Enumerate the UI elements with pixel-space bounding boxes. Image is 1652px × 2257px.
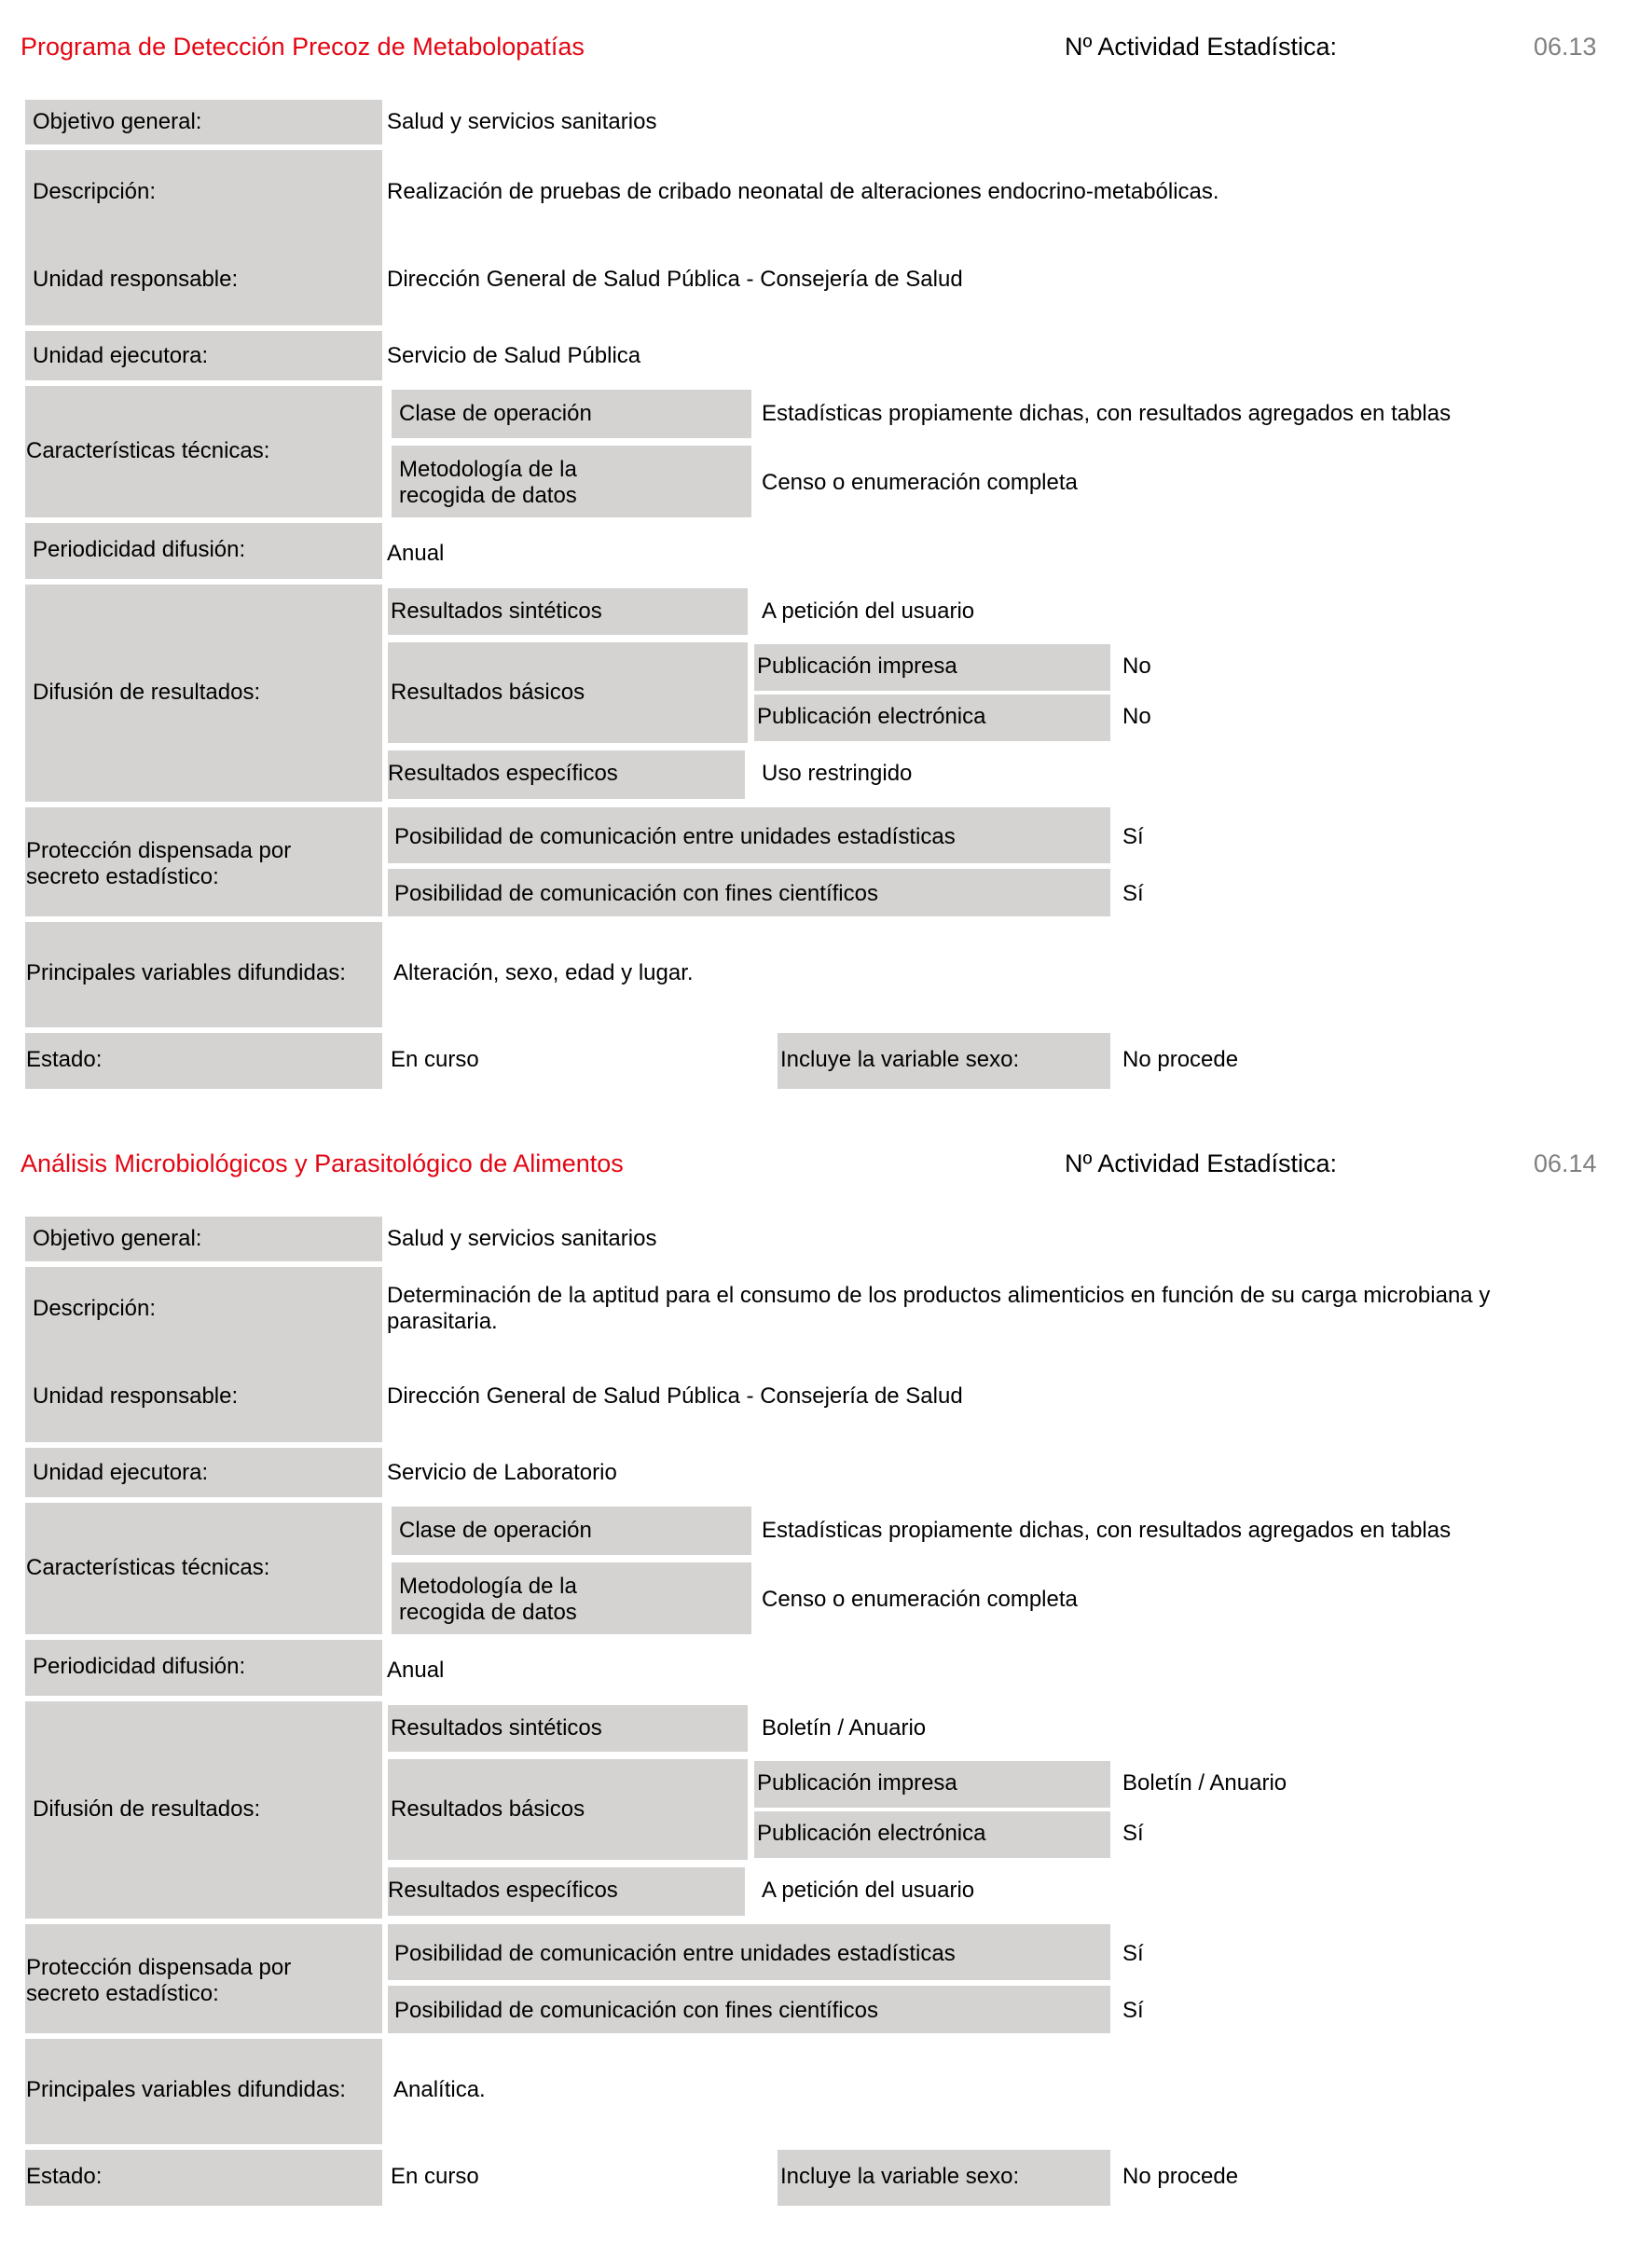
objetivo-label: Objetivo general: (33, 1226, 202, 1251)
periodicidad-label: Periodicidad difusión: (33, 1654, 246, 1679)
publicacion-impresa-value: No (1122, 654, 1151, 679)
variables-label: Principales variables difundidas: (26, 960, 346, 985)
metodologia-label: Metodología de la recogida de datos (399, 457, 577, 508)
resultados-sinteticos-value: Boletín / Anuario (762, 1715, 927, 1741)
periodicidad-label: Periodicidad difusión: (33, 537, 246, 562)
difusion-label: Difusión de resultados: (33, 1796, 261, 1822)
label-cell (25, 150, 382, 325)
comunicacion-unidades-label: Posibilidad de comunicación entre unidades estadísticas (394, 824, 956, 849)
descripcion-label: Descripción: (33, 1296, 157, 1321)
comunicacion-unidades-value: Sí (1122, 824, 1144, 849)
variables-label: Principales variables difundidas: (26, 2077, 346, 2102)
resultados-sinteticos-value: A petición del usuario (762, 599, 975, 624)
unidad-responsable-label: Unidad responsable: (33, 267, 239, 292)
clase-operacion-label: Clase de operación (399, 1518, 592, 1543)
comunicacion-cientificos-value: Sí (1122, 881, 1144, 906)
activity-number: 06.13 (1534, 33, 1597, 61)
comunicacion-unidades-label: Posibilidad de comunicación entre unidades estadísticas (394, 1941, 956, 1966)
clase-operacion-value: Estadísticas propiamente dichas, con resultados agregados en tablas (762, 1518, 1452, 1543)
metodologia-value: Censo o enumeración completa (762, 1587, 1078, 1612)
periodicidad-value: Anual (387, 541, 445, 566)
resultados-basicos-label: Resultados básicos (391, 680, 585, 705)
periodicidad-value: Anual (387, 1658, 445, 1683)
variable-sexo-label: Incluye la variable sexo: (780, 2164, 1020, 2189)
estado-value: En curso (391, 1047, 479, 1072)
activity-number: 06.14 (1534, 1149, 1597, 1177)
activity-number-label: Nº Actividad Estadística: (1065, 33, 1337, 61)
resultados-basicos-label: Resultados básicos (391, 1796, 585, 1822)
metodologia-value: Censo o enumeración completa (762, 470, 1078, 495)
activity-title: Programa de Detección Precoz de Metabolopatías (21, 33, 585, 61)
resultados-sinteticos-label: Resultados sintéticos (391, 1715, 602, 1741)
resultados-especificos-value: Uso restringido (762, 761, 913, 786)
unidad-ejecutora-value: Servicio de Salud Pública (387, 343, 641, 368)
unidad-responsable-value: Dirección General de Salud Pública - Consejería de Salud (387, 1383, 963, 1409)
variable-sexo-label: Incluye la variable sexo: (780, 1047, 1020, 1072)
resultados-sinteticos-label: Resultados sintéticos (391, 599, 602, 624)
clase-operacion-label: Clase de operación (399, 401, 592, 426)
activity-title: Análisis Microbiológicos y Parasitológico de Alimentos (21, 1149, 624, 1177)
activity-number-label: Nº Actividad Estadística: (1065, 1149, 1337, 1177)
estado-label: Estado: (26, 1047, 103, 1072)
publicacion-electronica-label: Publicación electrónica (757, 704, 986, 729)
unidad-responsable-label: Unidad responsable: (33, 1383, 239, 1409)
activity-block (0, 0, 1652, 1119)
variables-value: Analítica. (393, 2077, 486, 2102)
variables-value: Alteración, sexo, edad y lugar. (393, 960, 694, 985)
caracteristicas-label: Características técnicas: (26, 438, 270, 463)
difusion-label: Difusión de resultados: (33, 680, 261, 705)
comunicacion-cientificos-label: Posibilidad de comunicación con fines científicos (394, 881, 878, 906)
label-cell (25, 1267, 382, 1442)
objetivo-label: Objetivo general: (33, 109, 202, 134)
metodologia-label: Metodología de la recogida de datos (399, 1574, 577, 1625)
descripcion-label: Descripción: (33, 179, 157, 204)
proteccion-label: Protección dispensada por secreto estadístico: (26, 838, 292, 889)
unidad-ejecutora-value: Servicio de Laboratorio (387, 1460, 617, 1485)
comunicacion-cientificos-value: Sí (1122, 1998, 1144, 2023)
clase-operacion-value: Estadísticas propiamente dichas, con resultados agregados en tablas (762, 401, 1452, 426)
resultados-especificos-label: Resultados específicos (388, 1878, 618, 1903)
resultados-especificos-label: Resultados específicos (388, 761, 618, 786)
publicacion-impresa-value: Boletín / Anuario (1122, 1770, 1287, 1796)
publicacion-electronica-label: Publicación electrónica (757, 1821, 986, 1846)
descripcion-value: Realización de pruebas de cribado neonatal de alteraciones endocrino-metabólicas. (387, 179, 1219, 204)
estado-label: Estado: (26, 2164, 103, 2189)
variable-sexo-value: No procede (1122, 1047, 1239, 1072)
publicacion-impresa-label: Publicación impresa (757, 654, 957, 679)
publicacion-electronica-value: Sí (1122, 1821, 1144, 1846)
publicacion-electronica-value: No (1122, 704, 1151, 729)
unidad-ejecutora-label: Unidad ejecutora: (33, 1460, 209, 1485)
objetivo-value: Salud y servicios sanitarios (387, 1226, 657, 1251)
descripcion-value: Determinación de la aptitud para el consumo de los productos alimenticios en función de su carga microbiana y parasitaria. (387, 1283, 1491, 1334)
activity-block (0, 1117, 1652, 2236)
resultados-especificos-value: A petición del usuario (762, 1878, 975, 1903)
comunicacion-cientificos-label: Posibilidad de comunicación con fines científicos (394, 1998, 878, 2023)
unidad-responsable-value: Dirección General de Salud Pública - Consejería de Salud (387, 267, 963, 292)
caracteristicas-label: Características técnicas: (26, 1555, 270, 1580)
estado-value: En curso (391, 2164, 479, 2189)
variable-sexo-value: No procede (1122, 2164, 1239, 2189)
unidad-ejecutora-label: Unidad ejecutora: (33, 343, 209, 368)
objetivo-value: Salud y servicios sanitarios (387, 109, 657, 134)
proteccion-label: Protección dispensada por secreto estadístico: (26, 1955, 292, 2006)
publicacion-impresa-label: Publicación impresa (757, 1770, 957, 1796)
comunicacion-unidades-value: Sí (1122, 1941, 1144, 1966)
